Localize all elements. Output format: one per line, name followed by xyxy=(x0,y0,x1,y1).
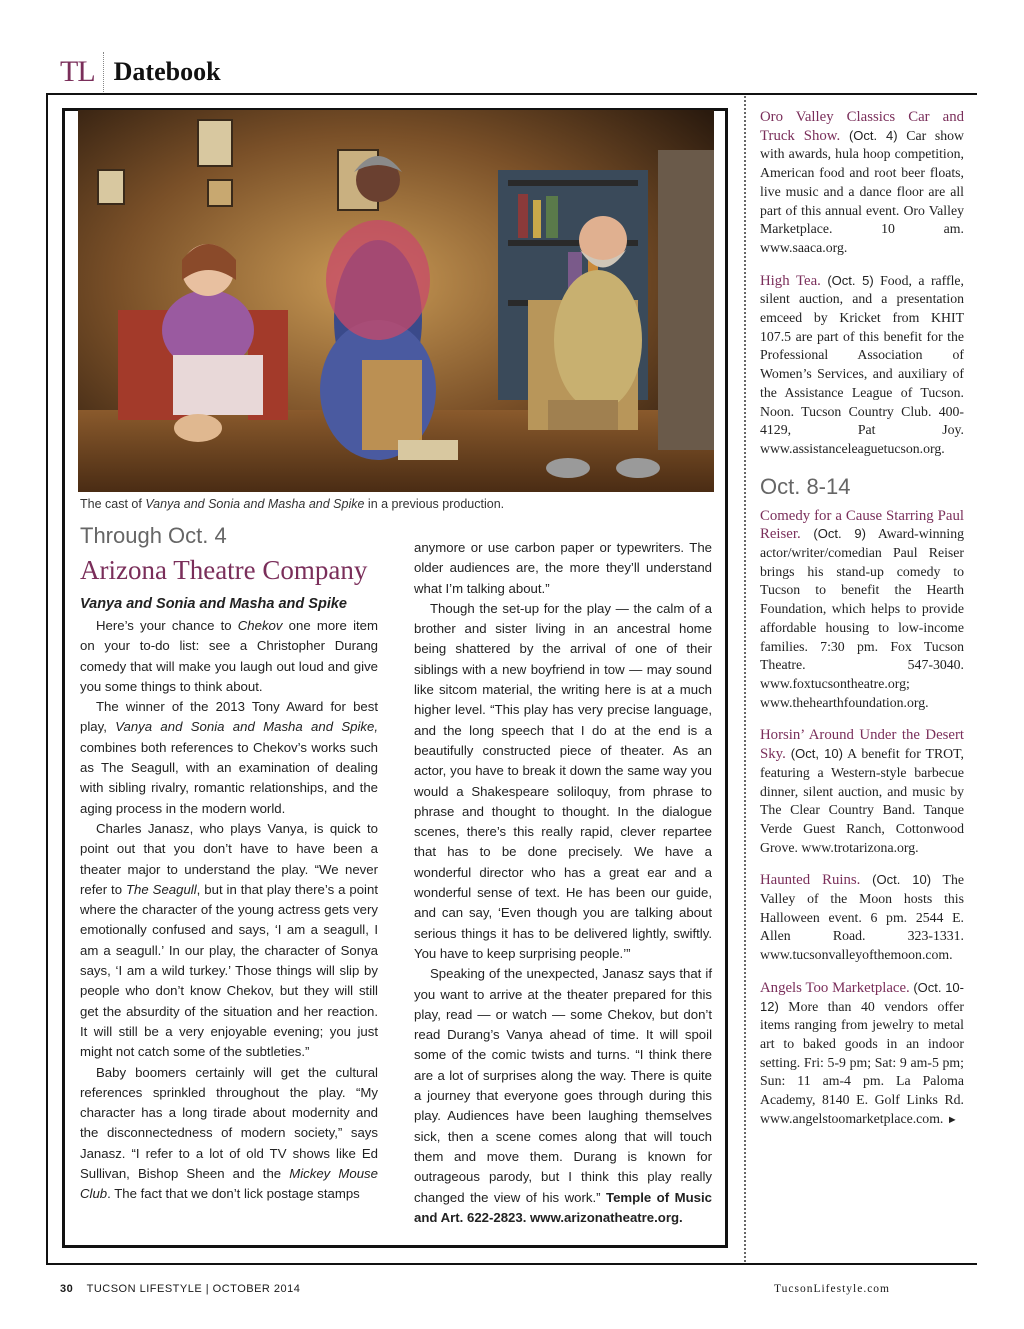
event-title: High Tea. xyxy=(760,272,821,289)
article-paragraph: Here’s your chance to Chekov one more item on your to-do list: see a Christopher Durang comedy that will make you laugh out loud and give you some things to think about. xyxy=(80,618,378,694)
event-listing: High Tea. (Oct. 5) Food, a raffle, silent auction, and a presentation emceed by Kricket from KHIT 107.5 are part of this benefit for the Professional Association of Women’s Services, and auxiliary of the Assistance League of Tucson. Noon. Tucson Country Club. 400-4129, Pat Joy. www.assistanceleaguetucson.org. xyxy=(760,272,965,456)
event-listing: Oro Valley Classics Car and Truck Show. (Oct. 4) Car show with awards, hula hoop competition, American food and root beer floats, live music and a dance floor are all part of this annual event. Oro Valley Marketplace. 10 am. www.saaca.org. xyxy=(760,109,964,255)
website-link[interactable]: TucsonLifestyle.com xyxy=(774,1283,890,1295)
column-divider xyxy=(744,96,746,1262)
page-footer xyxy=(60,1283,890,1295)
article-paragraph: The winner of the 2013 Tony Award for best play, Vanya and Sonia and Masha and Spike, combines both references to Chekov’s works such as The Seagull, with an examination of dealing with sibling rivalry, romantic relationships, and the aging process in the modern world. xyxy=(80,699,378,816)
feature-date-range: Through Oct. 4 xyxy=(80,523,227,548)
event-date: (Oct. 10) xyxy=(872,872,932,888)
event-date: (Oct. 5) xyxy=(827,272,874,288)
article-paragraph: anymore or use carbon paper or typewriters. The older audiences are, the more they’ll understand what I’m talking about.” xyxy=(414,540,712,596)
play-title: Vanya and Sonia and Masha and Spike xyxy=(80,596,347,612)
event-date: (Oct, 10) xyxy=(790,746,843,762)
article-paragraph: Baby boomers certainly will get the cultural references sprinkled throughout the play. “My character has a long tirade about modernity and the disconnectedness of modern society,” says Janasz. “I refer to a lot of old TV shows like Ed Sullivan, Bishop Sheen and the Mickey Mouse Club. The fact that we don’t lick postage stamps xyxy=(80,1064,378,1202)
event-date: (Oct. 9) xyxy=(813,526,866,542)
event-listing: Angels Too Marketplace. (Oct. 10-12) More than 40 vendors offer items ranging from jewelry to metal art to baked goods in an indoor setting. Fri: 5-9 pm; Sat: 9 am-5 pm; Sun: 11 am-4 pm. La Paloma Academy, 8140 E. Golf Links Rd. www.angelstoomarketplace.com. ► xyxy=(760,979,964,1126)
event-title: Haunted Ruins. xyxy=(760,872,861,889)
event-title: Angels Too Marketplace. xyxy=(760,979,910,996)
event-listing: Horsin’ Around Under the Desert Sky. (Oct, 10) A benefit for TROT, featuring a Western-style barbecue dinner, silent auction, and music by The Clear Country Band. Tanque Verde Guest Ranch, Cottonwood Grove. www.trotarizona.org. xyxy=(760,727,964,855)
article-column-2 xyxy=(414,538,712,1228)
caption-lead: The cast of xyxy=(80,497,146,511)
photo-caption xyxy=(80,497,720,511)
caption-tail: in a previous production. xyxy=(364,497,505,511)
feature-headline: Arizona Theatre Company xyxy=(80,555,368,585)
events-sidebar xyxy=(760,108,964,1143)
date-range-heading: Oct. 8-14 xyxy=(760,473,851,499)
caption-play-title: Vanya and Sonia and Masha and Spike xyxy=(145,497,365,511)
event-date: (Oct. 4) xyxy=(848,127,898,143)
event-title: Comedy for a Cause Starring Paul Reiser. xyxy=(760,507,964,543)
article-column-1 xyxy=(80,522,378,1205)
continue-arrow-icon: ► xyxy=(946,1113,958,1126)
article-paragraph: Speaking of the unexpected, Janasz says that if you want to arrive at the theater prepared for this play, read — or watch — some Chekov, but don’t read Durang’s Vanya ahead of time. It will spoil some of the comic twists and turns. “I think there are a lot of surprises along the way. There is quite a journey that everyone goes through during this play. Audiences have been laughing themselves sick, then a scene comes along that will touch them and move them. Durang is known for outrageous parody, but I think this play really changed the view of his work.” Temple of Music and Art. 622-2823. www.arizonatheatre.org. xyxy=(414,966,712,1225)
page-number: 30 xyxy=(60,1283,74,1295)
event-date: (Oct. 10-12) xyxy=(760,979,964,1014)
event-listing: Comedy for a Cause Starring Paul Reiser. (Oct. 9) Award-winning actor/writer/comedian Paul Reiser brings his stand-up comedy to Tucson to benefit the Hearth Foundation, which helps to provide affordable housing to low-income families. 7:30 pm. Fox Tucson Theatre. 547-3040. www.foxtucsontheatre.org; www.thehearthfoundation.org. xyxy=(760,507,964,710)
stage-photo xyxy=(78,110,714,492)
footer-separator: | xyxy=(205,1283,213,1295)
issue-date: OCTOBER 2014 xyxy=(212,1283,301,1295)
footer-left xyxy=(60,1283,300,1295)
magazine-name: TUCSON LIFESTYLE xyxy=(86,1283,203,1295)
venue-contact: Temple of Music and Art. 622-2823. www.arizonatheatre.org. xyxy=(414,1189,712,1225)
article-paragraph: Though the set-up for the play — the calm of a brother and sister living in an ancestral home being shattered by the arrival of one of their siblings with a new boyfriend in tow — may sound like sitcom material, the writing here is at a much higher level. “This play has very precise language, and the long speech that I do at the end is a beautifully constructed piece of theater. As an actor, you have to break it down the same way you would a Shakespeare soliloquy, from phrase to phrase and thought to thought. In the dialogue scenes, there’s this really rapid, clever repartee that has to be done precisely. We have a wonderful director who has a great ear and a wonderful sense of text. He has been our guide, and can say, ‘Even though you are talking about serious things it has to be delivered lightly, swiftly. You have to keep surprising people.’” xyxy=(414,600,712,961)
event-listing: Haunted Ruins. (Oct. 10) The Valley of the Moon hosts this Halloween event. 6 pm. 2544 E. Allen Road. 323-1331. www.tucsonvalleyofthemoon.com. xyxy=(760,872,964,963)
section-title: Datebook xyxy=(113,57,221,86)
header-divider xyxy=(103,52,104,92)
article-paragraph: Charles Janasz, who plays Vanya, is quick to point out that you don’t have to have been a theater major to understand the play. “We never refer to The Seagull, but in that play there’s a point where the character of the young actress gets very emotionally confused and says, ‘I am a seagull, I am a seagull.’ In our play, the character of Sonya says, ‘I am a wild turkey.’ Those things will slip by people who don’t know Chekov, but they will still get the absurdity of the situation and her reaction. It will still be a very enjoyable evening; you just might not catch some of the subtleties.” xyxy=(80,820,378,1060)
page-header xyxy=(60,52,221,92)
section-logo: TL xyxy=(60,55,95,88)
event-title: Oro Valley Classics Car and Truck Show. xyxy=(760,109,964,144)
event-title: Horsin’ Around Under the Desert Sky. xyxy=(760,727,964,763)
